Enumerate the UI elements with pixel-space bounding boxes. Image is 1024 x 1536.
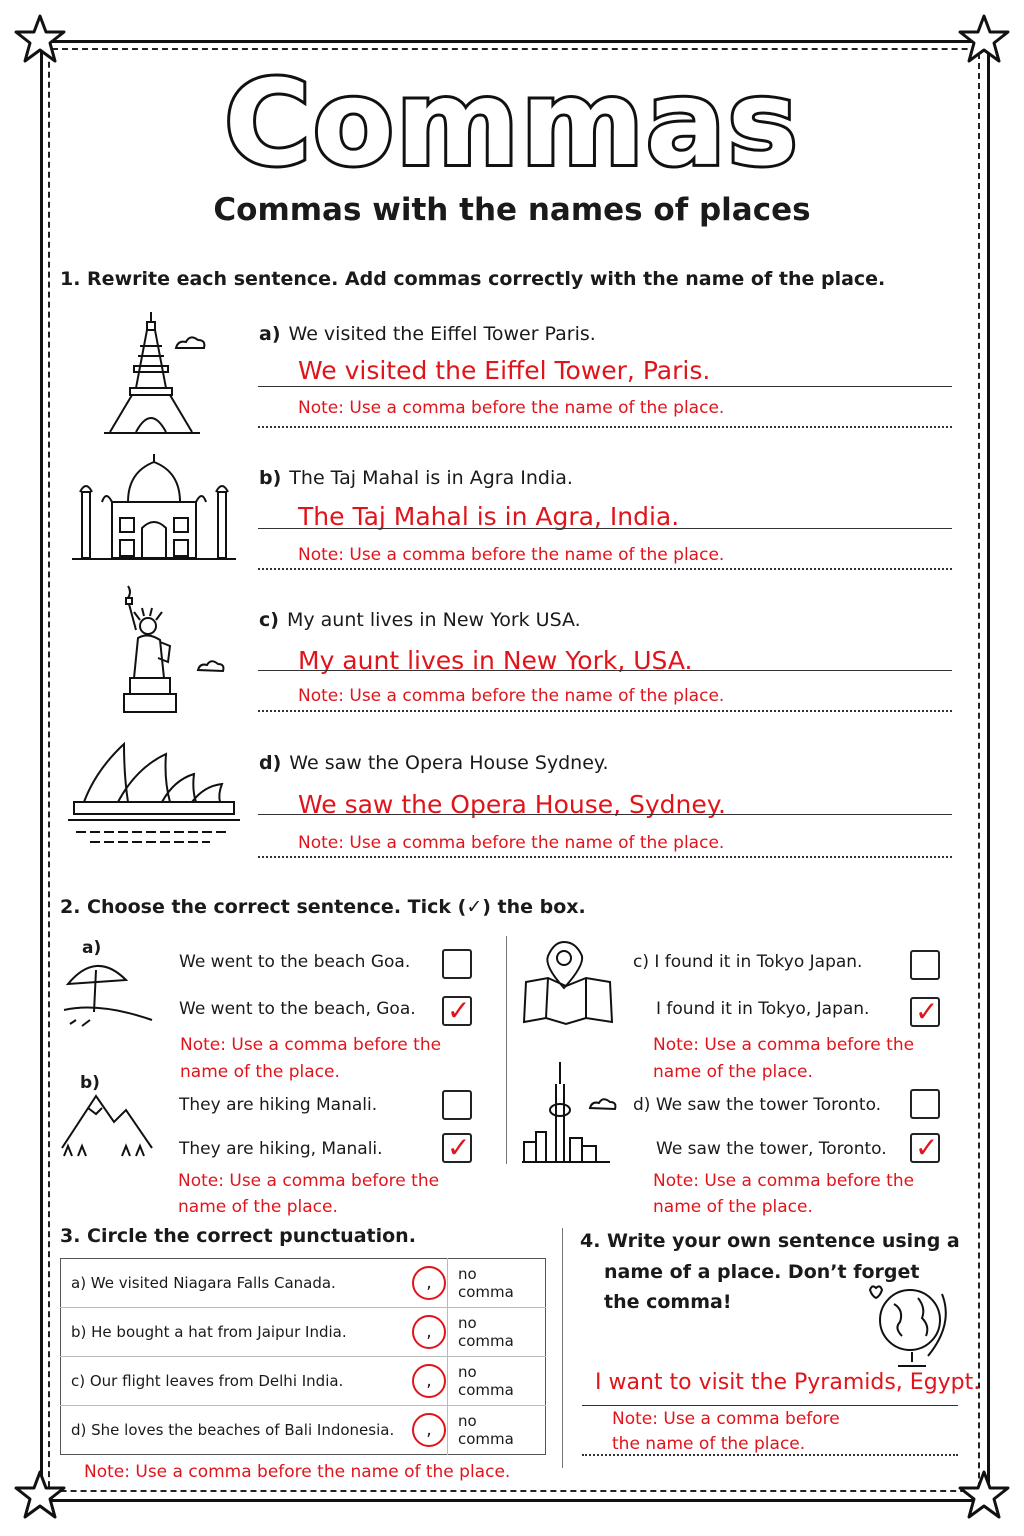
answer-c: My aunt lives in New York, USA. xyxy=(298,646,693,675)
table-row xyxy=(61,1357,546,1406)
answer-d: We saw the Opera House, Sydney. xyxy=(298,790,726,819)
writing-line xyxy=(258,710,952,712)
checkbox-2a-wrong[interactable] xyxy=(442,949,472,979)
checkbox-2d-right[interactable] xyxy=(910,1133,940,1163)
section4-note-line2: the name of the place. xyxy=(612,1434,806,1454)
globe-icon xyxy=(858,1280,958,1372)
circled-comma: , xyxy=(412,1364,446,1398)
map-pin-icon xyxy=(520,938,616,1030)
no-comma-choice[interactable]: no comma xyxy=(448,1357,546,1406)
writing-line xyxy=(258,426,952,428)
tick-icon: ✓ xyxy=(447,994,471,1027)
table-row xyxy=(61,1406,546,1455)
checkbox-2d-wrong[interactable] xyxy=(910,1089,940,1119)
answer-a: We visited the Eiffel Tower, Paris. xyxy=(298,356,711,385)
section1-heading: 1. Rewrite each sentence. Add commas correctly with the name of the place. xyxy=(60,268,886,290)
label-2b: b) xyxy=(80,1073,100,1093)
tick-icon: ✓ xyxy=(447,1131,471,1164)
note-c: Note: Use a comma before the name of the place. xyxy=(298,686,725,706)
answer-line xyxy=(258,670,952,671)
answer-line xyxy=(582,1405,958,1406)
comma-choice[interactable] xyxy=(411,1259,448,1308)
column-divider xyxy=(562,1228,563,1468)
star-corner-icon xyxy=(12,1468,68,1524)
label-2a: a) xyxy=(82,938,102,958)
row-sentence: d) She loves the beaches of Bali Indonesia. xyxy=(71,1421,395,1439)
eiffel-tower-icon xyxy=(96,308,216,438)
note-b: Note: Use a comma before the name of the place. xyxy=(298,545,725,565)
table-row xyxy=(61,1308,546,1357)
note-2d-line1: Note: Use a comma before the xyxy=(653,1171,915,1191)
comma-choice[interactable] xyxy=(411,1406,448,1455)
section4-heading-line1: 4. Write your own sentence using a xyxy=(580,1230,960,1252)
section3-note: Note: Use a comma before the name of the place. xyxy=(84,1462,511,1482)
circled-comma: , xyxy=(412,1315,446,1349)
section4-heading-line2: name of a place. Don’t forget xyxy=(604,1261,920,1283)
checkbox-2b-wrong[interactable] xyxy=(442,1090,472,1120)
section3-heading: 3. Circle the correct punctuation. xyxy=(60,1225,416,1247)
option-2a-right: We went to the beach, Goa. xyxy=(179,999,416,1019)
note-2a-line2: name of the place. xyxy=(180,1062,340,1082)
tick-icon: ✓ xyxy=(915,1131,939,1164)
sentence-b: b) The Taj Mahal is in Agra India. xyxy=(259,467,573,489)
section4-note-line1: Note: Use a comma before xyxy=(612,1409,840,1429)
circled-comma: , xyxy=(412,1413,446,1447)
no-comma-choice[interactable]: no comma xyxy=(448,1406,546,1455)
answer-line xyxy=(258,386,952,387)
table-row xyxy=(61,1259,546,1308)
page-subtitle: Commas with the names of places xyxy=(213,192,811,228)
option-2d-wrong: d) We saw the tower Toronto. xyxy=(633,1095,882,1115)
option-2a-wrong: We went to the beach Goa. xyxy=(179,952,411,972)
punctuation-table xyxy=(60,1258,546,1455)
note-2c-line1: Note: Use a comma before the xyxy=(653,1035,915,1055)
answer-b: The Taj Mahal is in Agra, India. xyxy=(298,502,680,531)
option-2c-right: I found it in Tokyo, Japan. xyxy=(656,999,870,1019)
answer-line xyxy=(258,814,952,815)
row-sentence: a) We visited Niagara Falls Canada. xyxy=(61,1259,412,1308)
option-2b-wrong: They are hiking Manali. xyxy=(179,1095,378,1115)
checkbox-2a-right[interactable] xyxy=(442,996,472,1026)
tick-icon: ✓ xyxy=(915,995,939,1028)
note-d: Note: Use a comma before the name of the place. xyxy=(298,833,725,853)
note-2a-line1: Note: Use a comma before the xyxy=(180,1035,442,1055)
star-corner-icon xyxy=(956,1468,1012,1524)
page-title: Commas xyxy=(224,54,800,192)
circled-comma: , xyxy=(412,1266,446,1300)
note-2d-line2: name of the place. xyxy=(653,1197,813,1217)
sentence-a: a) We visited the Eiffel Tower Paris. xyxy=(259,323,596,345)
section2-heading: 2. Choose the correct sentence. Tick (✓) the box. xyxy=(60,896,586,918)
statue-of-liberty-icon xyxy=(106,582,226,718)
comma-choice[interactable] xyxy=(411,1357,448,1406)
opera-house-icon xyxy=(66,740,242,850)
no-comma-choice[interactable]: no comma xyxy=(448,1308,546,1357)
note-a: Note: Use a comma before the name of the place. xyxy=(298,398,725,418)
sentence-d: d) We saw the Opera House Sydney. xyxy=(259,752,609,774)
note-2c-line2: name of the place. xyxy=(653,1062,813,1082)
row-sentence: b) He bought a hat from Jaipur India. xyxy=(61,1308,412,1357)
answer-line xyxy=(258,528,952,529)
writing-line xyxy=(582,1454,958,1456)
option-2c-wrong: c) I found it in Tokyo Japan. xyxy=(633,952,863,972)
no-comma-choice[interactable]: no comma xyxy=(448,1259,546,1308)
cn-tower-icon xyxy=(520,1060,620,1166)
option-2d-right: We saw the tower, Toronto. xyxy=(656,1139,887,1159)
checkbox-2c-right[interactable] xyxy=(910,997,940,1027)
sentence-c: c) My aunt lives in New York USA. xyxy=(259,609,581,631)
section4-answer: I want to visit the Pyramids, Egypt. xyxy=(595,1370,981,1395)
comma-choice[interactable] xyxy=(411,1308,448,1357)
note-2b-line2: name of the place. xyxy=(178,1197,338,1217)
writing-line xyxy=(258,568,952,570)
checkbox-2c-wrong[interactable] xyxy=(910,950,940,980)
writing-line xyxy=(258,856,952,858)
row-sentence: c) Our flight leaves from Delhi India. xyxy=(61,1357,412,1406)
column-divider xyxy=(506,936,507,1164)
taj-mahal-icon xyxy=(68,452,240,564)
beach-umbrella-icon xyxy=(60,954,156,1034)
option-2b-right: They are hiking, Manali. xyxy=(179,1139,383,1159)
section4-heading-line3: the comma! xyxy=(604,1291,732,1313)
note-2b-line1: Note: Use a comma before the xyxy=(178,1171,440,1191)
checkbox-2b-right[interactable] xyxy=(442,1133,472,1163)
mountain-icon xyxy=(58,1086,156,1158)
